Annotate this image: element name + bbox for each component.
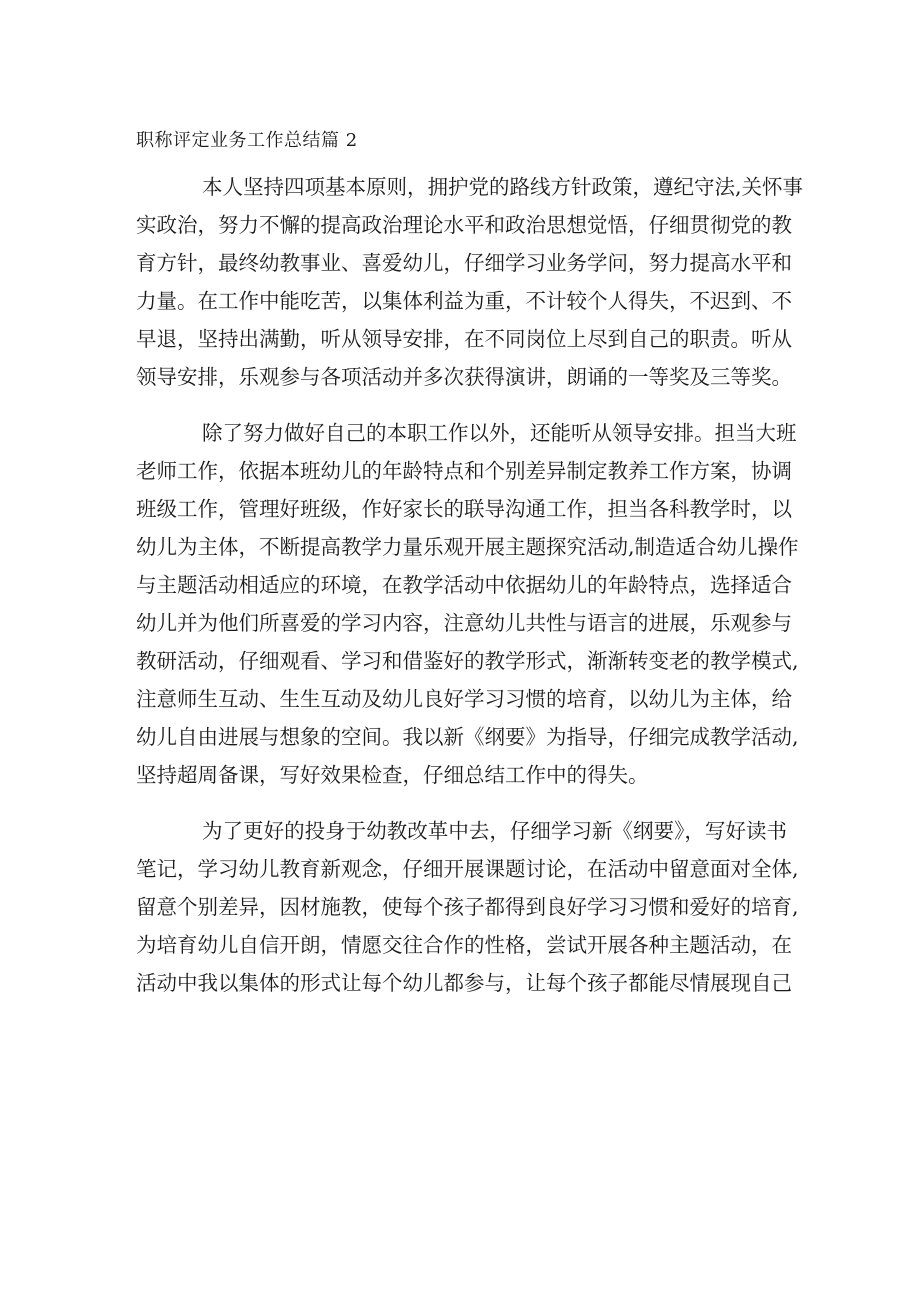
paragraph-3-line-3: 留意个别差异，因材施教，使每个孩子都得到良好学习习惯和爱好的培育, [136,895,799,919]
paragraph-2-line-8: 注意师生互动、生生互动及幼儿良好学习习惯的培育，以幼儿为主体，给 [136,687,792,711]
paragraph-3-line-4: 为培育幼儿自信开朗，情愿交往合作的性格，尝试开展各种主题活动，在 [136,933,792,957]
paragraph-1-line-2: 实政治，努力不懈的提高政治理论水平和政治思想觉悟，仔细贯彻党的教 [136,213,792,237]
paragraph-2-line-10: 坚持超周备课，写好效果检查，仔细总结工作中的得失。 [136,763,649,787]
paragraph-3-line-5: 活动中我以集体的形式让每个幼儿都参与，让每个孩子都能尽情展现自己 [136,971,792,995]
paragraph-2-line-5: 与主题活动相适应的环境，在教学活动中依据幼儿的年龄特点，选择适合 [136,573,792,597]
paragraph-2-line-3: 班级工作，管理好班级，作好家长的联导沟通工作，担当各科教学时，以 [136,497,792,521]
paragraph-3-line-2: 笔记，学习幼儿教育新观念，仔细开展课题讨论，在活动中留意面对全体, [136,857,799,881]
paragraph-2-line-4: 幼儿为主体，不断提高教学力量乐观开展主题探究活动,制造适合幼儿操作 [136,535,799,559]
document-title: 职称评定业务工作总结篇 2 [136,130,358,151]
paragraph-2-line-9: 幼儿自由进展与想象的空间。我以新《纲要》为指导，仔细完成教学活动, [136,725,799,749]
paragraph-3-line-1: 为了更好的投身于幼教改革中去，仔细学习新《纲要》，写好读书 [202,819,787,843]
paragraph-2-line-2: 老师工作，依据本班幼儿的年龄特点和个别差异制定教养工作方案，协调 [136,459,792,483]
paragraph-1-line-1: 本人坚持四项基本原则，拥护党的路线方针政策，遵纪守法,关怀事 [202,175,804,199]
paragraph-1-line-6: 领导安排，乐观参与各项活动并多次获得演讲，朗诵的一等奖及三等奖。 [136,365,792,389]
paragraph-2-line-6: 幼儿并为他们所喜爱的学习内容，注意幼儿共性与语言的进展，乐观参与 [136,611,792,635]
paragraph-2-line-7: 教研活动，仔细观看、学习和借鉴好的教学形式，渐渐转变老的教学模式, [136,649,799,673]
paragraph-1-line-4: 力量。在工作中能吃苦，以集体利益为重，不计较个人得失，不迟到、不 [136,289,792,313]
paragraph-1-line-3: 育方针，最终幼教事业、喜爱幼儿，仔细学习业务学问，努力提高水平和 [136,251,792,275]
paragraph-1-line-5: 早退，坚持出满勤，听从领导安排，在不同岗位上尽到自己的职责。听从 [136,327,792,351]
paragraph-2-line-1: 除了努力做好自己的本职工作以外，还能听从领导安排。担当大班 [202,421,797,445]
